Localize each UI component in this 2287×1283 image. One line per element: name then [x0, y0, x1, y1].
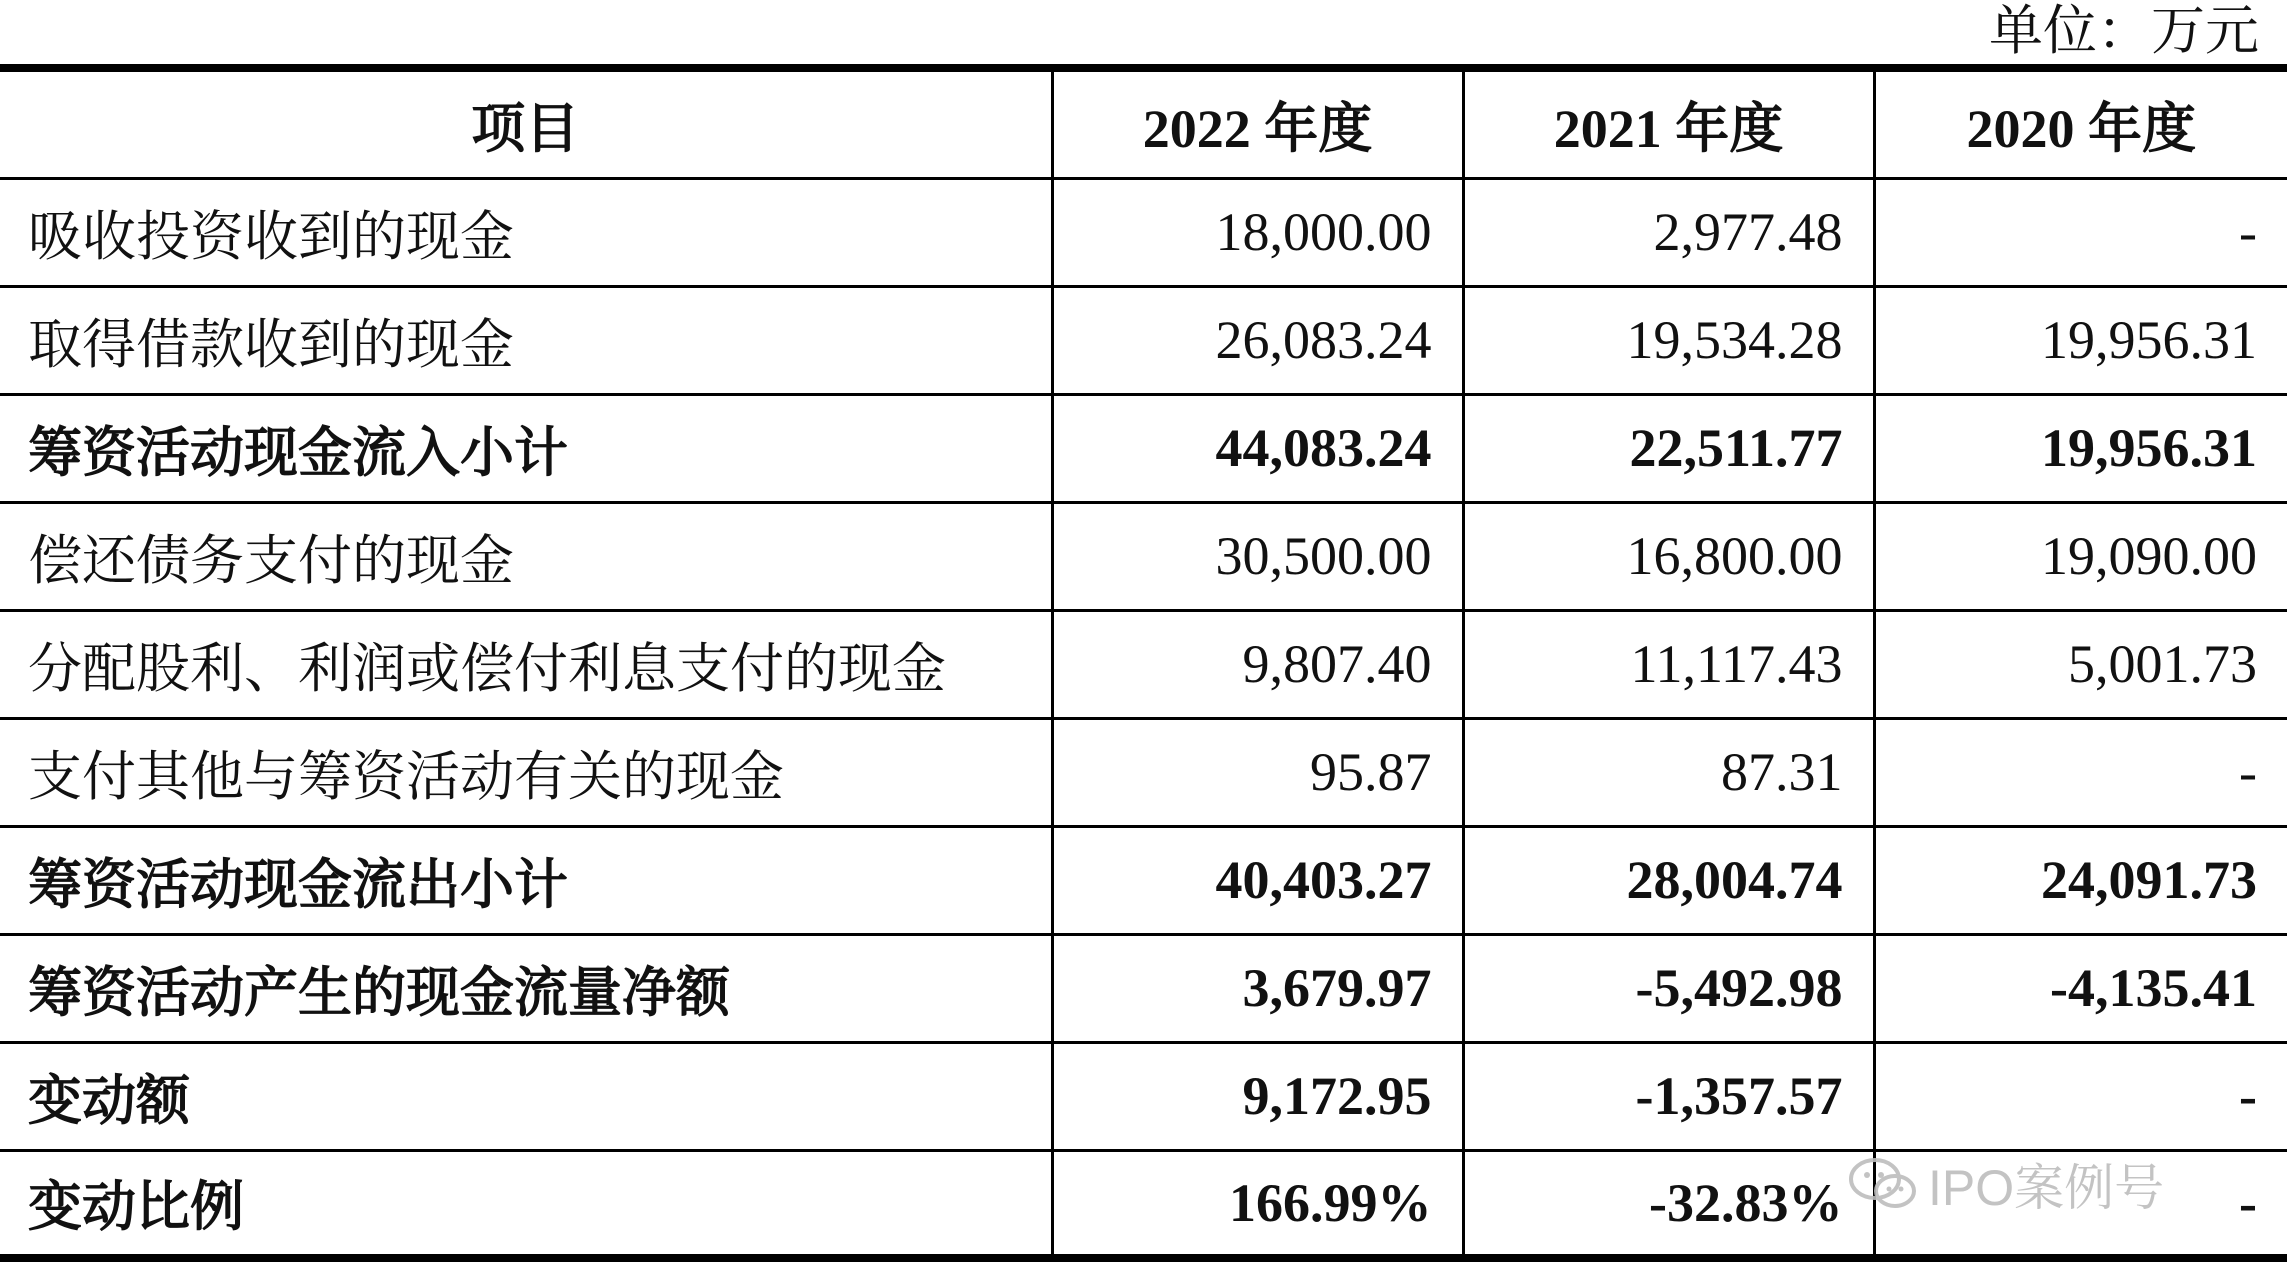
row-label: 支付其他与筹资活动有关的现金 — [0, 718, 1052, 826]
row-label: 变动额 — [0, 1042, 1052, 1150]
cell-2021: 2,977.48 — [1463, 178, 1874, 286]
cell-2021: 28,004.74 — [1463, 826, 1874, 934]
header-item: 项目 — [471, 98, 580, 159]
cell-2022: 40,403.27 — [1052, 826, 1463, 934]
cell-2020: - — [1874, 1042, 2287, 1150]
row-label: 筹资活动现金流入小计 — [0, 394, 1052, 502]
cell-2022: 18,000.00 — [1052, 178, 1463, 286]
table-row — [0, 178, 2287, 286]
cell-2022: 26,083.24 — [1052, 286, 1463, 394]
table-row — [0, 718, 2287, 826]
cell-2021: 87.31 — [1463, 718, 1874, 826]
cell-2020: - — [1874, 718, 2287, 826]
table-row — [0, 826, 2287, 934]
table-row — [0, 1042, 2287, 1150]
cell-2022: 166.99% — [1052, 1150, 1463, 1258]
row-label: 变动比例 — [0, 1150, 1052, 1258]
cell-2022: 95.87 — [1052, 718, 1463, 826]
row-label: 偿还债务支付的现金 — [0, 502, 1052, 610]
cell-2020: 19,090.00 — [1874, 502, 2287, 610]
cell-2022: 44,083.24 — [1052, 394, 1463, 502]
row-label: 吸收投资收到的现金 — [0, 178, 1052, 286]
header-row — [0, 68, 2287, 178]
header-2021: 2021 年度 — [1463, 68, 1874, 178]
cell-2022: 9,807.40 — [1052, 610, 1463, 718]
financing-cashflow-table-wrapper — [0, 64, 2287, 1262]
row-label: 筹资活动产生的现金流量净额 — [0, 934, 1052, 1042]
watermark-text: IPO案例号 — [1928, 1160, 2165, 1216]
unit-label: 单位：万元 — [1989, 1, 2259, 61]
cell-2022: 9,172.95 — [1052, 1042, 1463, 1150]
cell-2022: 30,500.00 — [1052, 502, 1463, 610]
cell-2021: 22,511.77 — [1463, 394, 1874, 502]
cell-2020: - — [1874, 178, 2287, 286]
cell-2021: 11,117.43 — [1463, 610, 1874, 718]
table-row — [0, 934, 2287, 1042]
table-row — [0, 610, 2287, 718]
table-row — [0, 502, 2287, 610]
row-label: 取得借款收到的现金 — [0, 286, 1052, 394]
cell-2021: 16,800.00 — [1463, 502, 1874, 610]
wechat-icon — [1848, 1156, 1918, 1212]
watermark — [1848, 1148, 2164, 1220]
cell-2020: 5,001.73 — [1874, 610, 2287, 718]
cell-2021: -1,357.57 — [1463, 1042, 1874, 1150]
table-row — [0, 286, 2287, 394]
row-label: 筹资活动现金流出小计 — [0, 826, 1052, 934]
cell-2020: - — [1874, 1150, 2287, 1258]
row-label: 分配股利、利润或偿付利息支付的现金 — [0, 610, 1052, 718]
cell-2021: 19,534.28 — [1463, 286, 1874, 394]
cell-2020: 19,956.31 — [1874, 394, 2287, 502]
cell-2020: -4,135.41 — [1874, 934, 2287, 1042]
cell-2020: 24,091.73 — [1874, 826, 2287, 934]
cell-2020: 19,956.31 — [1874, 286, 2287, 394]
header-2020: 2020 年度 — [1874, 68, 2287, 178]
table-body — [0, 178, 2287, 1258]
financing-cashflow-table — [0, 64, 2287, 1262]
cell-2021: -32.83% — [1463, 1150, 1874, 1258]
header-2022: 2022 年度 — [1052, 68, 1463, 178]
cell-2021: -5,492.98 — [1463, 934, 1874, 1042]
cell-2022: 3,679.97 — [1052, 934, 1463, 1042]
table-row — [0, 394, 2287, 502]
